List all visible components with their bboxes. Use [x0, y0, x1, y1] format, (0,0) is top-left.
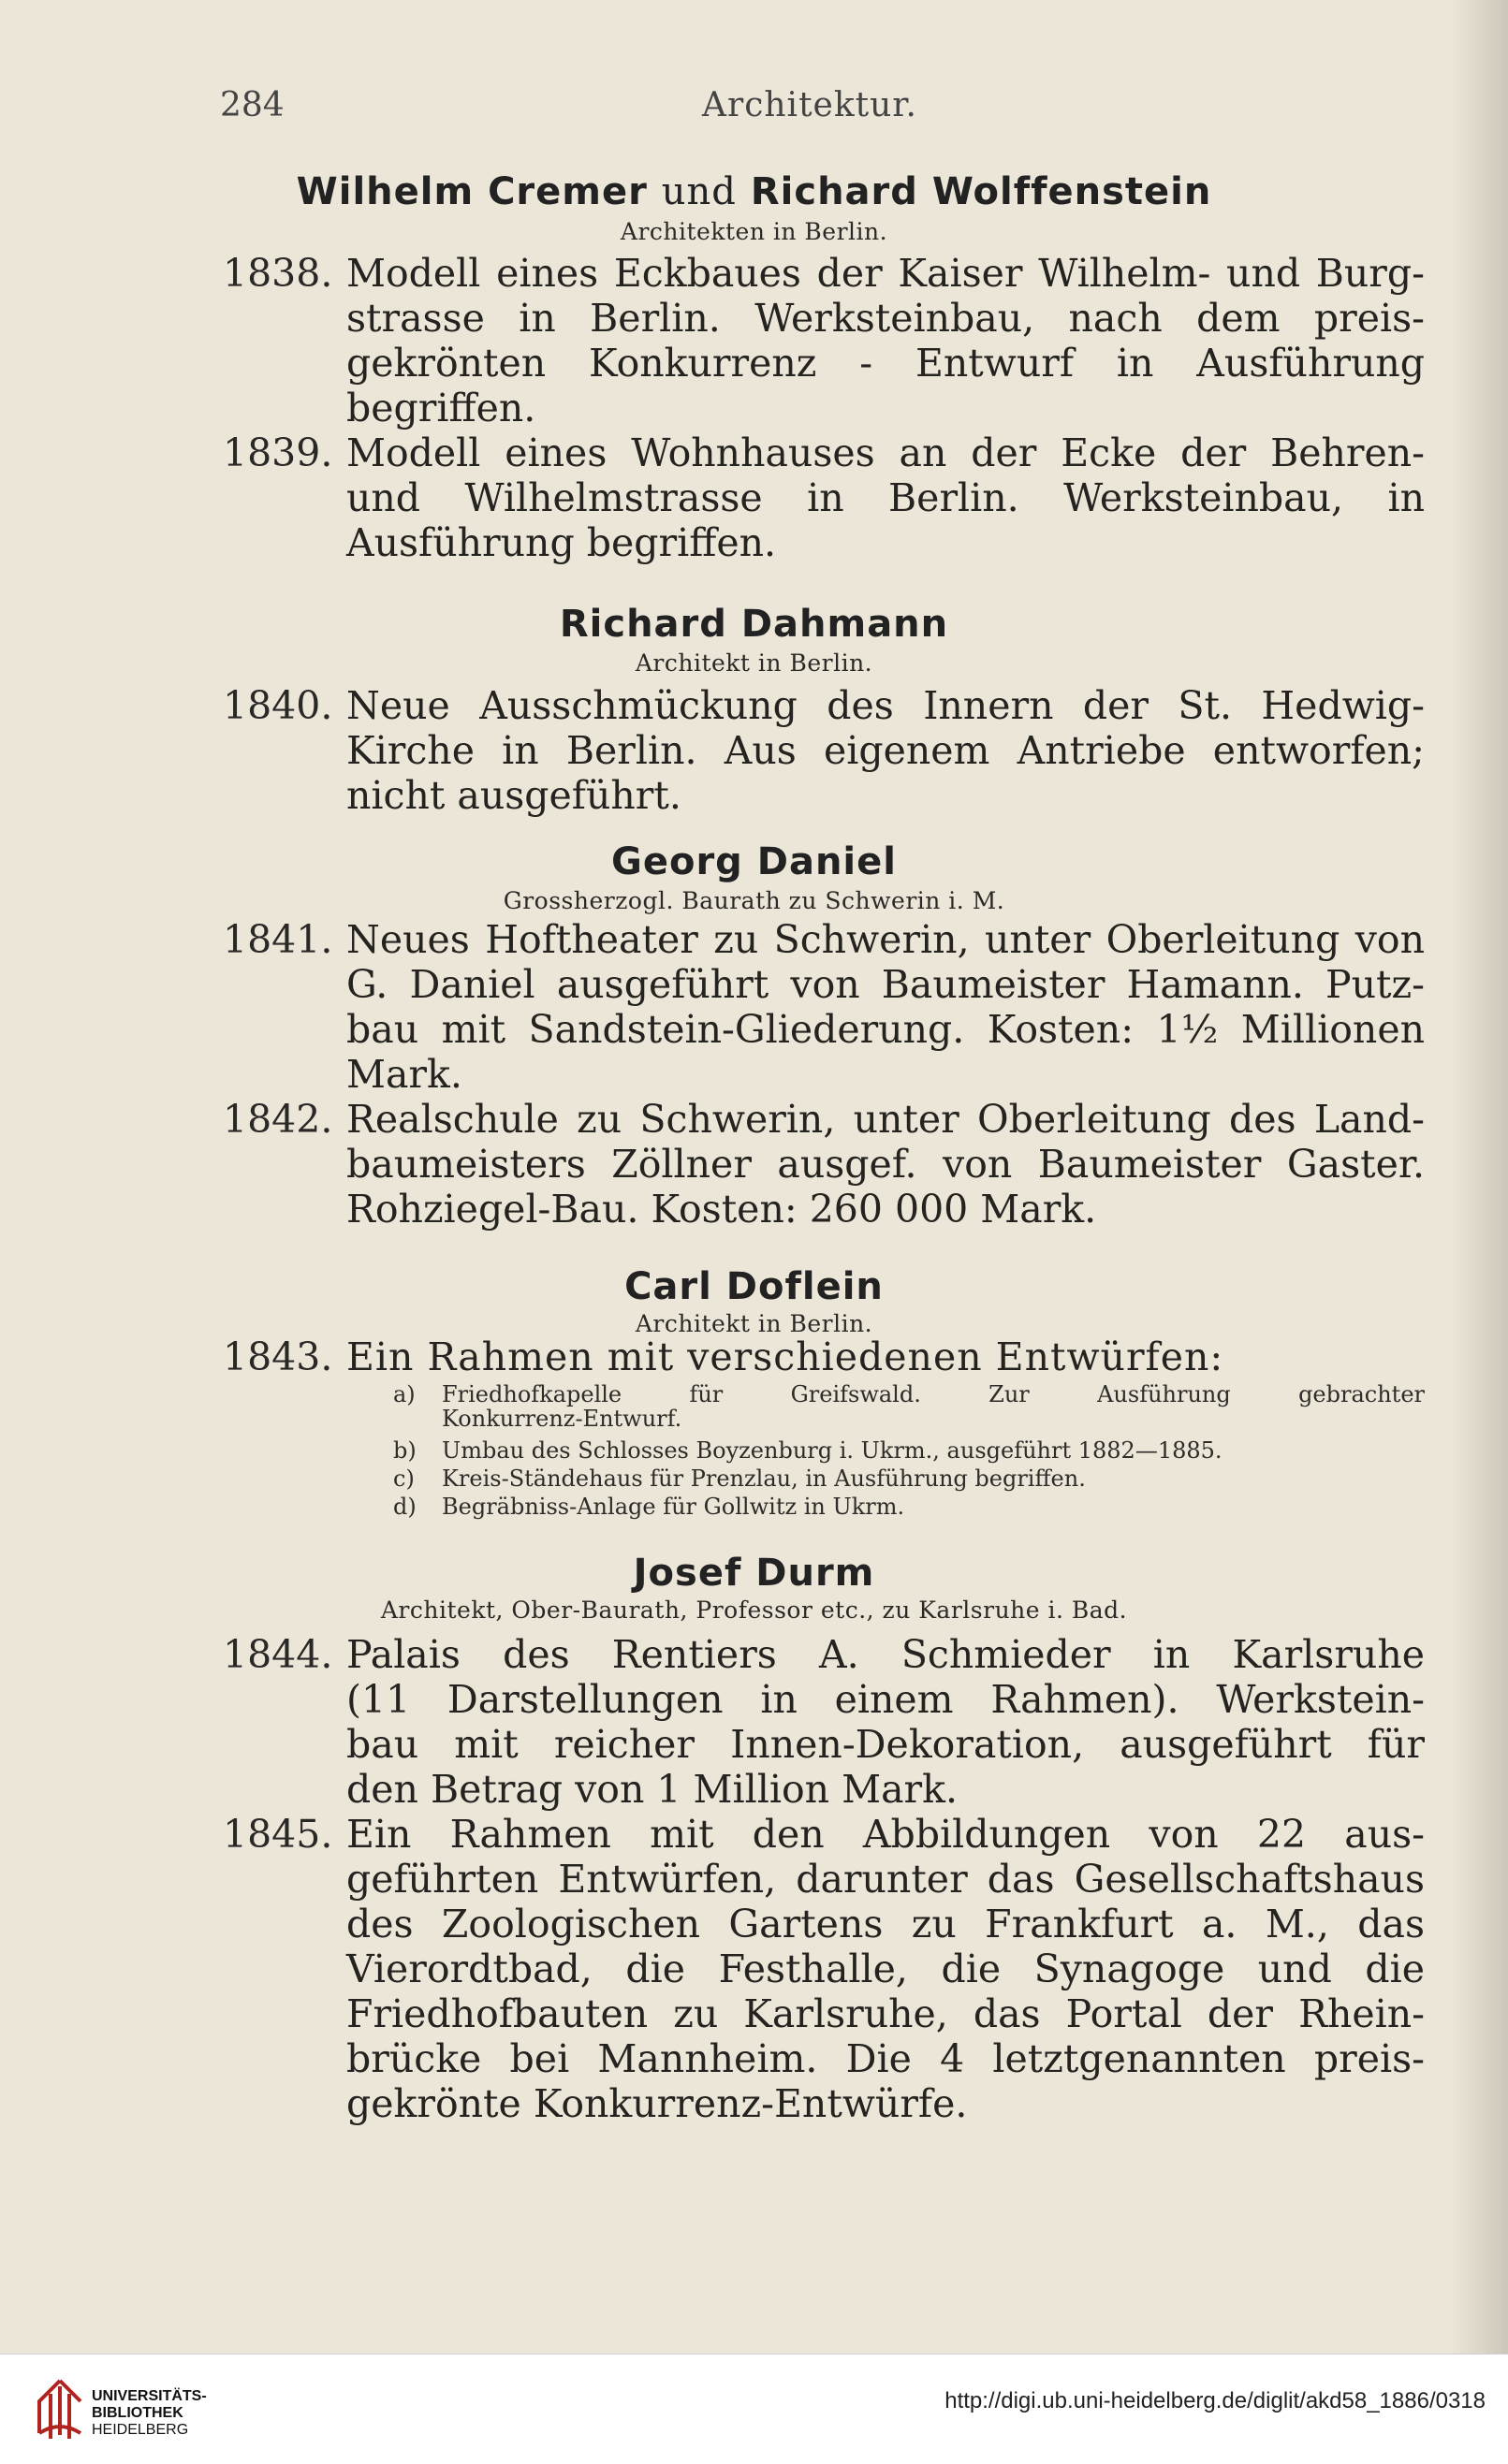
- permalink-url[interactable]: http://digi.ub.uni-heidelberg.de/diglit/akd58_1886/0318: [944, 2388, 1486, 2413]
- entry-number: 1845.: [223, 1812, 333, 1857]
- architect-subtitle: Architekt in Berlin.: [635, 1310, 873, 1337]
- entry-number: 1840.: [223, 683, 333, 728]
- architect-subtitle: Grossherzogl. Baurath zu Schwerin i. M.: [503, 887, 1005, 914]
- entry-line: brücke bei Mannheim. Die 4 letztgenannten preis-: [346, 2036, 1425, 2081]
- running-title: Architektur.: [702, 86, 918, 124]
- conjunction: und: [661, 170, 737, 213]
- sub-item-label: b): [393, 1437, 417, 1464]
- sub-item: [393, 1381, 1425, 1407]
- entry-line: Modell eines Wohnhauses an der Ecke der Behren-: [346, 430, 1425, 475]
- entry-line: des Zoologischen Gartens zu Frankfurt a. M., das: [346, 1902, 1425, 1946]
- entry-line: gekrönten Konkurrenz - Entwurf in Ausführung: [346, 341, 1425, 386]
- sub-item-label: c): [393, 1465, 415, 1492]
- architect-name: Richard Wolffenstein: [750, 170, 1212, 213]
- entry-line: Ein Rahmen mit verschiedenen Entwürfen:: [346, 1334, 1224, 1379]
- architect-name: Carl Doflein: [624, 1265, 884, 1308]
- sub-item-text: Umbau des Schlosses Boyzenburg i. Ukrm., ausgeführt 1882—1885.: [442, 1437, 1223, 1464]
- entry-line: den Betrag von 1 Million Mark.: [346, 1767, 958, 1812]
- sub-item-text: Kreis-Ständehaus für Prenzlau, in Ausführung begriffen.: [442, 1465, 1086, 1492]
- entry-number: 1839.: [223, 430, 333, 475]
- entry-line: Palais des Rentiers A. Schmieder in Karlsruhe: [346, 1632, 1425, 1677]
- entry-line: Realschule zu Schwerin, unter Oberleitung des Land-: [346, 1097, 1425, 1142]
- entry-line: nicht ausgeführt.: [346, 773, 681, 818]
- architect-name: Georg Daniel: [611, 840, 897, 883]
- entry-line: baumeisters Zöllner ausgef. von Baumeister Gaster.: [346, 1142, 1425, 1187]
- page-number: 284: [220, 86, 285, 124]
- entry-line: Ausführung begriffen.: [346, 520, 777, 565]
- entry-line: begriffen.: [346, 386, 536, 430]
- entry-line: Kirche in Berlin. Aus eigenem Antriebe entworfen;: [346, 728, 1425, 773]
- sub-item-text: Begräbniss-Anlage für Gollwitz in Ukrm.: [442, 1494, 905, 1520]
- architect-subtitle: Architekten in Berlin.: [620, 218, 888, 245]
- entry-line: Ein Rahmen mit den Abbildungen von 22 aus-: [346, 1812, 1425, 1857]
- library-name-line: UNIVERSITÄTS-: [92, 2388, 207, 2404]
- architect-name: Wilhelm Cremer: [296, 170, 648, 213]
- entry-number: 1841.: [223, 917, 333, 962]
- entry-line: G. Daniel ausgeführt von Baumeister Hamann. Putz-: [346, 962, 1425, 1007]
- architect-name: Richard Dahmann: [559, 603, 949, 646]
- entry-number: 1842.: [223, 1097, 333, 1142]
- architect-subtitle: Architekt in Berlin.: [635, 649, 873, 677]
- entry-line: (11 Darstellungen in einem Rahmen). Werkstein-: [346, 1677, 1425, 1722]
- sub-item-label: a): [393, 1381, 416, 1407]
- architect-heading: [0, 170, 1508, 213]
- entry-line: bau mit Sandstein-Gliederung. Kosten: 1½ Millionen: [346, 1007, 1425, 1052]
- library-name-line: HEIDELBERG: [92, 2422, 189, 2438]
- sub-item: [393, 1465, 1086, 1492]
- entry-line: geführten Entwürfen, darunter das Gesellschaftshaus: [346, 1857, 1425, 1902]
- library-logo-icon: [32, 2373, 88, 2442]
- entry-line: und Wilhelmstrasse in Berlin. Werksteinbau, in: [346, 475, 1425, 520]
- entry-line: gekrönte Konkurrenz-Entwürfe.: [346, 2081, 968, 2126]
- library-name-line: BIBLIOTHEK: [92, 2405, 183, 2421]
- sub-item-text: Friedhofkapelle für Greifswald. Zur Ausführung gebrachter: [442, 1381, 1425, 1407]
- entry-number: 1843.: [223, 1334, 333, 1379]
- entry-line: Mark.: [346, 1052, 462, 1097]
- viewer-footer: [0, 2354, 1508, 2464]
- sub-item: [393, 1494, 904, 1520]
- sub-item: [393, 1437, 1223, 1464]
- entry-line: Friedhofbauten zu Karlsruhe, das Portal der Rhein-: [346, 1991, 1425, 2036]
- architect-name: Josef Durm: [633, 1552, 875, 1595]
- entry-number: 1838.: [223, 251, 333, 296]
- entry-number: 1844.: [223, 1632, 333, 1677]
- entry-line: bau mit reicher Innen-Dekoration, ausgeführt für: [346, 1722, 1425, 1767]
- entry-line: Vierordtbad, die Festhalle, die Synagoge und die: [346, 1946, 1425, 1991]
- entry-line: Modell eines Eckbaues der Kaiser Wilhelm- und Burg-: [346, 251, 1425, 296]
- library-name: [92, 2388, 207, 2439]
- entry-line: strasse in Berlin. Werksteinbau, nach dem preis-: [346, 296, 1425, 341]
- entry-line: Rohziegel-Bau. Kosten: 260 000 Mark.: [346, 1187, 1097, 1232]
- entry-line: Neues Hoftheater zu Schwerin, unter Oberleitung von: [346, 917, 1425, 962]
- sub-item-continuation: Konkurrenz-Entwurf.: [442, 1406, 682, 1432]
- sub-item-label: d): [393, 1494, 417, 1520]
- architect-subtitle: Architekt, Ober-Baurath, Professor etc., zu Karlsruhe i. Bad.: [380, 1596, 1128, 1624]
- entry-line: Neue Ausschmückung des Innern der St. Hedwig-: [346, 683, 1425, 728]
